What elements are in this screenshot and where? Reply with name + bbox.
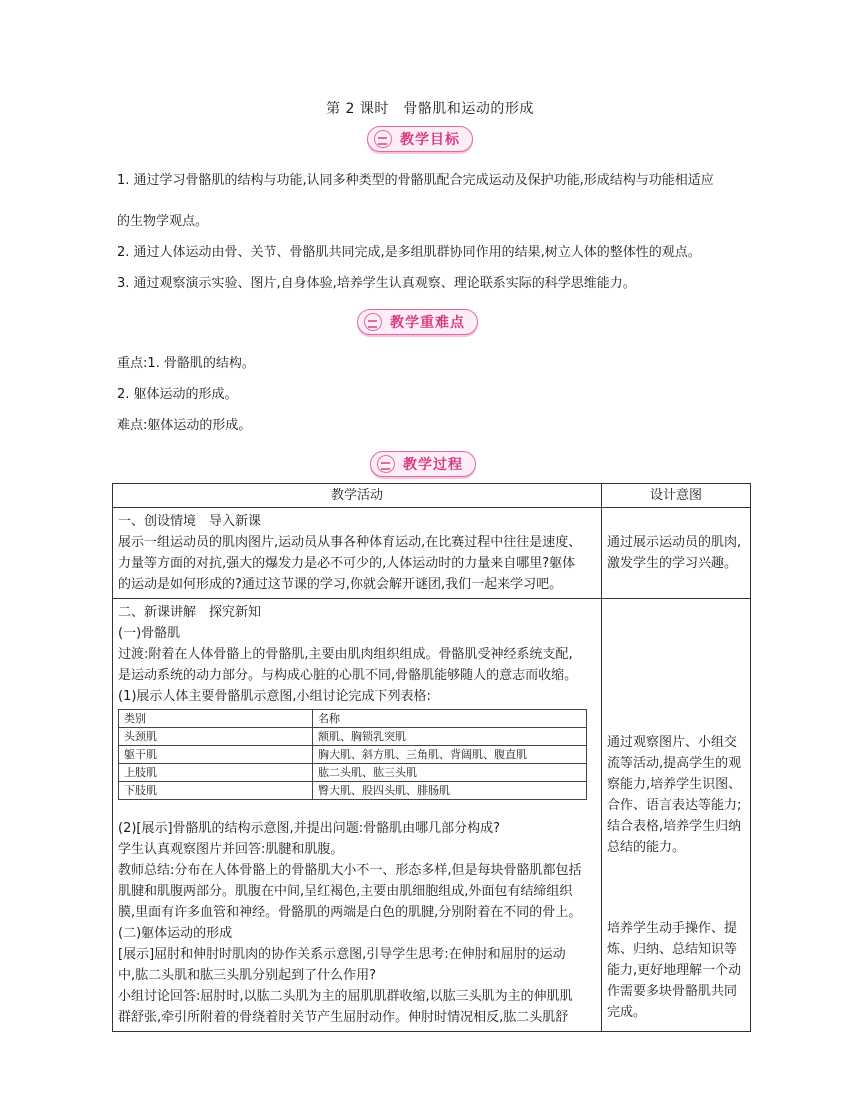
muscle-table-row: [119, 746, 587, 764]
objective-1: 1. 通过学习骨骼肌的结构与功能,认同多种类型的骨骼肌配合完成运动及保护功能,形成结构与功能相适应: [117, 173, 714, 188]
intent-text: 通过展示运动员的肌肉,激发学生的学习兴趣。: [607, 535, 742, 571]
activity-line: 肌腱和肌腹两部分。肌腹在中间,呈红褐色,主要由肌细胞组成,外面包有结缔组织: [118, 884, 573, 899]
activity-line: 的运动是如何形成的?通过这节课的学习,你就会解开谜团,我们一起来学习吧。: [118, 577, 563, 592]
muscle-names: 胸大肌、斜方肌、三角肌、背阔肌、腹直肌: [313, 746, 587, 764]
objectives-badge: [367, 126, 473, 152]
book-icon: [374, 130, 392, 148]
difficult-point: 难点:躯体运动的形成。: [117, 418, 252, 433]
header-activity: 教学活动: [113, 484, 602, 508]
book-icon: [364, 313, 382, 331]
activity-line: 展示一组运动员的肌肉图片,运动员从事各种体育运动,在比赛过程中往往是速度、: [118, 535, 582, 550]
key-point-2: 2. 躯体运动的形成。: [117, 387, 238, 402]
activity-line: (2)[展示]骨骼肌的结构示意图,并提出问题:骨骼肌由哪几部分构成?: [118, 821, 500, 836]
activity-line: 力量等方面的对抗,强大的爆发力是必不可少的,人体运动时的力量来自哪里?躯体: [118, 556, 576, 571]
muscle-category: 头颈肌: [119, 728, 313, 746]
activity-line: 教师总结:分布在人体骨骼上的骨骼肌大小不一、形态多样,但是每块骨骼肌都包括: [118, 863, 582, 878]
activity-line: (一)骨骼肌: [118, 626, 181, 641]
activity-line: 群舒张,牵引所附着的骨绕着肘关节产生屈肘动作。伸肘时情况相反,肱二头肌舒: [118, 1010, 569, 1025]
activity-line: 学生认真观察图片并回答:肌腱和肌腹。: [118, 842, 344, 857]
key-points-badge-label: 教学重难点: [390, 315, 465, 331]
process-badge: [370, 451, 476, 477]
activity-line: 小组讨论回答:屈肘时,以肱二头肌为主的屈肌肌群收缩,以肱三头肌为主的伸肌肌: [118, 989, 573, 1004]
activity-line: [展示]屈肘和伸肘时肌肉的协作关系示意图,引导学生思考:在伸肘和屈肘的运动: [118, 947, 566, 962]
header-intent: 设计意图: [602, 484, 751, 508]
muscle-category: 下肢肌: [119, 782, 313, 800]
activity-line: 过渡:附着在人体骨骼上的骨骼肌,主要由肌肉组织组成。骨骼肌受神经系统支配,: [118, 647, 573, 662]
muscle-table-row: [119, 782, 587, 800]
activity-line: 二、新课讲解 探究新知: [118, 605, 262, 620]
muscle-names: 臀大肌、股四头肌、腓肠肌: [313, 782, 587, 800]
muscle-category: 躯干肌: [119, 746, 313, 764]
key-points-badge: [357, 309, 478, 335]
table-header-row: [113, 484, 751, 508]
objectives-badge-label: 教学目标: [400, 132, 460, 148]
table-row: [113, 599, 751, 1032]
lesson-title: 第 2 课时 骨骼肌和运动的形成: [326, 101, 534, 117]
muscle-header-category: 类别: [119, 710, 313, 728]
muscle-header-name: 名称: [313, 710, 587, 728]
activity-cell-2: [113, 599, 602, 1032]
process-badge-label: 教学过程: [403, 457, 463, 473]
muscle-names: 肱二头肌、肱三头肌: [313, 764, 587, 782]
activity-line: 中,肱二头肌和肱三头肌分别起到了什么作用?: [118, 968, 377, 983]
intent-text: 培养学生动手操作、提炼、归纳、总结知识等能力,更好地理解一个动作需要多块骨骼肌共同完成。: [607, 921, 742, 1020]
activity-line: 一、创设情境 导入新课: [118, 514, 262, 529]
key-point-1: 重点:1. 骨骼肌的结构。: [117, 356, 255, 371]
muscle-category: 上肢肌: [119, 764, 313, 782]
muscle-table-row: [119, 764, 587, 782]
muscle-table-header: [119, 710, 587, 728]
activity-cell-1: [113, 508, 602, 599]
activity-line: (二)躯体运动的形成: [118, 926, 233, 941]
intent-text: 通过观察图片、小组交流等活动,提高学生的观察能力,培养学生识图、合作、语言表达等能力;结合表格,培养学生归纳总结的能力。: [607, 735, 742, 855]
activity-line: 膜,里面有许多血管和神经。骨骼肌的两端是白色的肌腱,分别附着在不同的骨上。: [118, 905, 582, 920]
objective-1-cont: 的生物学观点。: [117, 214, 209, 229]
table-row: [113, 508, 751, 599]
activity-line: (1)展示人体主要骨骼肌示意图,小组讨论完成下列表格:: [118, 689, 431, 704]
objective-2: 2. 通过人体运动由骨、关节、骨骼肌共同完成,是多组肌群协同作用的结果,树立人体的整体性的观点。: [117, 245, 701, 260]
intent-cell-1: [602, 508, 751, 599]
objective-3: 3. 通过观察演示实验、图片,自身体验,培养学生认真观察、理论联系实际的科学思维能力。: [117, 276, 636, 291]
intent-cell-2: [602, 599, 751, 1032]
activity-line: 是运动系统的动力部分。与构成心脏的心肌不同,骨骼肌能够随人的意志而收缩。: [118, 668, 578, 683]
teaching-process-table: [112, 483, 751, 1032]
book-icon: [377, 455, 395, 473]
muscle-names: 额肌、胸锁乳突肌: [313, 728, 587, 746]
muscle-table-row: [119, 728, 587, 746]
muscle-table: [118, 709, 587, 800]
